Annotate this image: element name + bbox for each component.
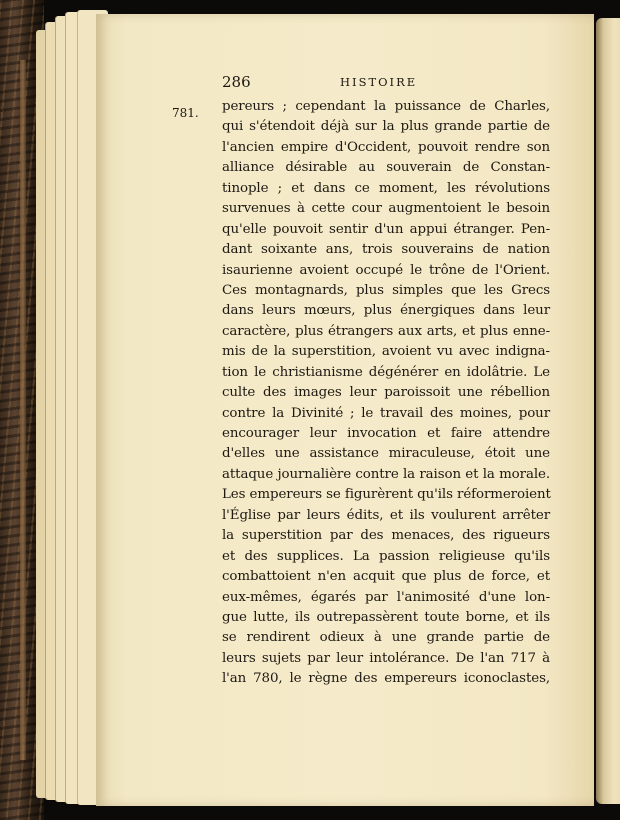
text-line: mis de la superstition, avoient vu avec indigna-	[222, 344, 550, 360]
text-line: dant soixante ans, trois souverains de nation	[222, 242, 550, 258]
text-line: tion le christianisme dégénérer en idolâtrie. Le	[222, 364, 550, 380]
text-line: combattoient n'en acquit que plus de force, et	[222, 569, 550, 585]
text-line: et des supplices. La passion religieuse qu'ils	[222, 548, 550, 564]
text-line: se rendirent odieux à une grande partie de	[222, 630, 550, 646]
text-line: isaurienne avoient occupé le trône de l'Orient.	[222, 262, 550, 278]
text-line: gue lutte, ils outrepassèrent toute borne, et ils	[222, 609, 550, 625]
facing-page-edge	[596, 18, 620, 804]
margin-year-note: 781.	[172, 106, 199, 120]
text-line: l'an 780, le règne des empereurs iconoclastes,	[222, 671, 550, 687]
text-line: attaque journalière contre la raison et la morale.	[222, 466, 550, 482]
page-text-block	[222, 73, 550, 690]
text-line: caractère, plus étrangers aux arts, et plus enne-	[222, 323, 550, 339]
cover-edge	[20, 60, 26, 760]
text-line: encourager leur invocation et faire attendre	[222, 426, 550, 441]
running-title: HISTOIRE	[340, 75, 418, 89]
text-line: survenues à cette cour augmentoient le besoin	[222, 201, 550, 217]
text-line: d'elles une assistance miraculeuse, étoit une	[222, 446, 550, 462]
text-line: pereurs ; cependant la puissance de Charles,	[222, 99, 550, 114]
text-line: l'ancien empire d'Occident, pouvoit rendre son	[222, 139, 550, 155]
text-line: l'Église par leurs édits, et ils voulurent arrêter	[222, 507, 550, 523]
text-line: la superstition par des menaces, des rigueurs	[222, 528, 550, 544]
text-line: alliance désirable au souverain de Constan-	[222, 160, 550, 176]
text-line: contre la Divinité ; le travail des moines, pour	[222, 405, 550, 421]
running-head	[222, 73, 550, 93]
text-line: culte des images leur paroissoit une rébellion	[222, 385, 550, 401]
text-line: leurs sujets par leur intolérance. De l'an 717 à	[222, 650, 550, 666]
text-line: qu'elle pouvoit sentir d'un appui étranger. Pen-	[222, 221, 550, 237]
body-text	[222, 97, 550, 690]
text-line: Ces montagnards, plus simples que les Grecs	[222, 282, 550, 298]
page-number: 286	[222, 73, 251, 91]
text-line: eux-mêmes, égarés par l'animosité d'une lon-	[222, 589, 550, 605]
text-line: tinople ; et dans ce moment, les révolutions	[222, 180, 550, 196]
text-line: dans leurs mœurs, plus énergiques dans leur	[222, 303, 550, 319]
text-line: Les empereurs se figurèrent qu'ils réformeroient	[222, 487, 551, 503]
text-line: qui s'étendoit déjà sur la plus grande partie de	[222, 119, 550, 135]
